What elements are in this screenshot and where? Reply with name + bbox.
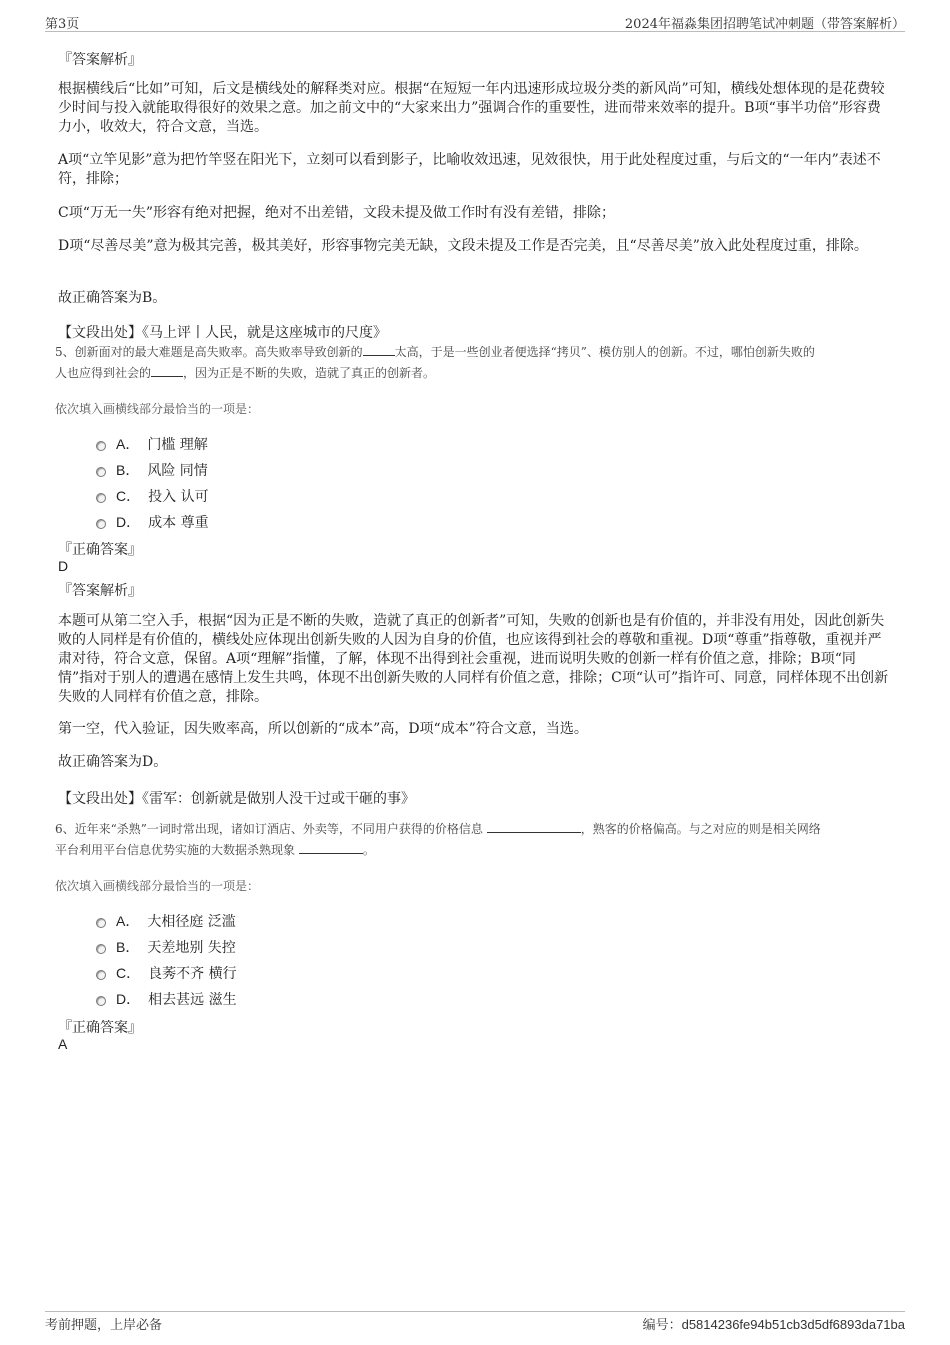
q4-analysis-paragraph-2: A项“立竿见影”意为把竹竿竖在阳光下，立刻可以看到影子，比喻收效迅速，见效很快，用于此处程度过重，与后文的“一年内”表述不符，排除； xyxy=(58,152,881,187)
radio-icon[interactable] xyxy=(96,944,106,954)
q4-analysis-paragraph-3: C项“万无一失”形容有绝对把握，绝对不出差错，文段未提及做工作时有没有差错，排除； xyxy=(58,205,616,221)
q5-blank-1 xyxy=(363,343,395,356)
header-divider xyxy=(45,31,905,32)
q6-question-text: 6、近年来“杀熟”一词时常出现，诸如订酒店、外卖等，不同用户获得的价格信息 ，熟客的价格偏高。与之对应的则是相关网络 平台利用平台信息优势实施的大数据杀熟现象 。 xyxy=(55,822,821,857)
radio-icon[interactable] xyxy=(96,467,106,477)
document-title: 2024年福淼集团招聘笔试冲刺题（带答案解析） xyxy=(624,17,905,32)
q6-blank-1 xyxy=(487,820,581,833)
q6-instruction: 依次填入画横线部分最恰当的一项是： xyxy=(55,879,260,893)
q4-analysis-heading: 『答案解析』 xyxy=(58,52,142,68)
q5-analysis-heading: 『答案解析』 xyxy=(58,583,142,599)
footer-slogan: 考前押题，上岸必备 xyxy=(45,1318,163,1333)
radio-icon[interactable] xyxy=(96,970,106,980)
q6-correct-heading: 『正确答案』 xyxy=(58,1020,142,1036)
document-code: 编号：d5814236fe94b51cb3d5df6893da71ba xyxy=(642,1317,905,1333)
q6-blank-2 xyxy=(299,841,363,854)
q5-analysis-paragraph-1: 本题可从第二空入手，根据“因为正是不断的失败，造就了真正的创新者”可知，失败的创新也是有价值的，并非没有用处，因此创新失败的人同样是有价值的，横线处应体现出创新失败的人因为自身的价值，也应该得到社会的尊敬和重视。D项“尊重”指尊敬，重视并严肃对待，符合文意，保留。A项“理解”指懂，了解，体现不出得到社会重视，进而说明失败的创新一样有价值之意，排除；B项“同情”指对于别人的遭遇在感情上发生共鸣，体现不出创新失败的人同样有价值之意，排除；C项“认可”指许可、同意，同样体现不出创新失败的人同样有价值之意，排除。 xyxy=(58,613,889,705)
radio-icon[interactable] xyxy=(96,519,106,529)
q5-instruction: 依次填入画横线部分最恰当的一项是： xyxy=(55,402,260,416)
q5-question-text: 5、创新面对的最大难题是高失败率。高失败率导致创新的 太高，于是一些创业者便选择“拷贝”、模仿别人的创新。不过，哪怕创新失败的 人也应得到社会的 ，因为正是不断的失败，造就了真正的创新者。 xyxy=(55,345,815,380)
q6-option-d[interactable]: D． 相去甚远 滋生 xyxy=(96,989,237,1009)
q5-analysis-conclusion: 故正确答案为D。 xyxy=(58,754,168,770)
q5-option-a[interactable]: A． 门槛 理解 xyxy=(96,434,208,454)
q4-source: 【文段出处】《马上评丨人民，就是这座城市的尺度》 xyxy=(58,325,387,341)
q5-source: 【文段出处】《雷军：创新就是做别人没干过或干砸的事》 xyxy=(58,791,415,807)
q5-blank-2 xyxy=(151,364,183,377)
q6-option-b[interactable]: B． 天差地别 失控 xyxy=(96,937,236,957)
q5-analysis-paragraph-2: 第一空，代入验证，因失败率高，所以创新的“成本”高，D项“成本”符合文意，当选。 xyxy=(58,721,588,737)
radio-icon[interactable] xyxy=(96,996,106,1006)
q5-correct-heading: 『正确答案』 xyxy=(58,542,142,558)
radio-icon[interactable] xyxy=(96,493,106,503)
q5-correct-answer: D xyxy=(58,558,69,574)
q6-option-a[interactable]: A． 大相径庭 泛滥 xyxy=(96,911,236,931)
radio-icon[interactable] xyxy=(96,918,106,928)
q5-option-c[interactable]: C． 投入 认可 xyxy=(96,486,209,506)
radio-icon[interactable] xyxy=(96,441,106,451)
q6-option-c[interactable]: C． 良莠不齐 横行 xyxy=(96,963,237,983)
q4-analysis-paragraph-4: D项“尽善尽美”意为极其完善，极其美好，形容事物完美无缺，文段未提及工作是否完美，且“尽善尽美”放入此处程度过重，排除。 xyxy=(58,238,868,254)
page-number: 第3页 xyxy=(45,17,80,32)
q5-option-d[interactable]: D． 成本 尊重 xyxy=(96,512,209,532)
footer-divider xyxy=(45,1311,905,1312)
q4-analysis-paragraph-1: 根据横线后“比如”可知，后文是横线处的解释类对应。根据“在短短一年内迅速形成垃圾分类的新风尚”可知，横线处想体现的是花费较少时间与投入就能取得很好的效果之意。加之前文中的“大家来出力”强调合作的重要性，进而带来效率的提升。B项“事半功倍”形容费力小，收效大，符合文意，当选。 xyxy=(58,81,885,135)
q4-analysis-conclusion: 故正确答案为B。 xyxy=(58,290,167,306)
q5-option-b[interactable]: B． 风险 同情 xyxy=(96,460,208,480)
q6-correct-answer: A xyxy=(58,1036,68,1052)
